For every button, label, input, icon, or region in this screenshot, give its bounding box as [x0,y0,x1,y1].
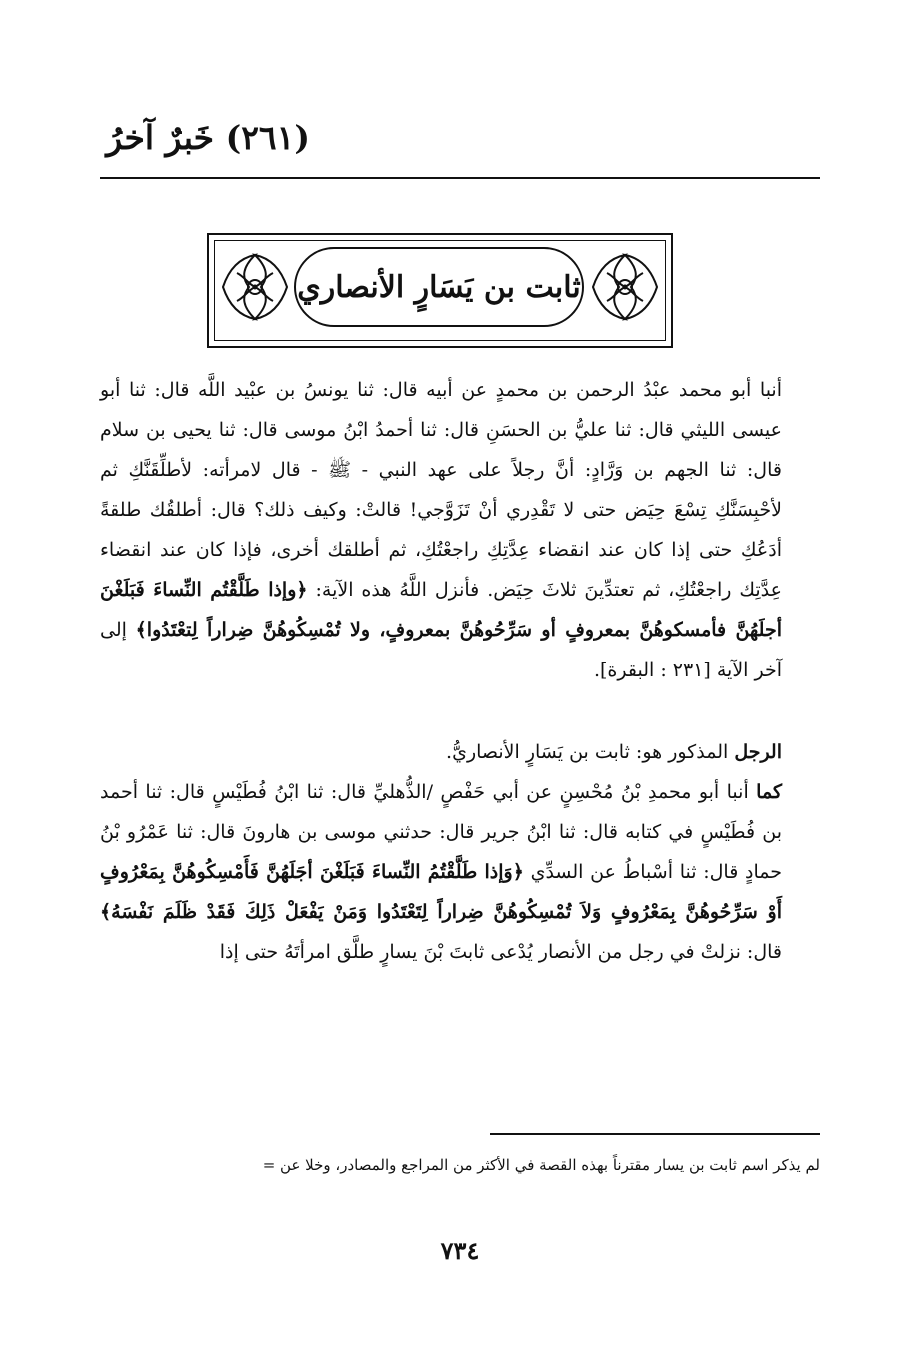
footnote: لم يذكر اسم ثابت بن يسار مقترناً بهذه القصة في الأكثر من المراجع والمصادر، وخلا عن = [262,1156,820,1174]
banner-title: ثابت بن يَسَارٍ الأنصاري [294,247,584,327]
arabesque-ornament-icon [587,249,663,325]
paragraph-text: أنبا أبو محمد عبْدُ الرحمن بن محمدٍ عن أبيه قال: ثنا يونسُ بن عبْيد اللَّه قال: ثنا أبو عيسى الليثي قال: ثنا عليُّ بن الحسَنِ قال: ثنا أحمدُ ابْنُ موسى قال: ثنا يحيى بن سلام قال: ثنا الجهم بن وَرَّادٍ: أنَّ رجلاً على عهد النبي - ﷺ - قال لامرأته: لأطلِّقَنَّكِ ثم لأحْبِسَنَّكِ تِسْعَ حِيَض حتى لا تَقْدِري أنْ تَزَوَّجي! قالتْ: وكيف ذلك؟ قال: أطلقُك طلقةً أدَعُكِ حتى إذا كان عند انقضاء عِدَّتِكِ راجعْتُكِ، ثم أطلقك أخرى، فإذا كان عند انقضاء عِدَّتِك راجعْتُكِ، ثم تعتدِّينَ ثلاثَ حِيَض. فأنزل اللَّهُ هذه الآية: [100,379,782,601]
paragraph-lead-word: كما [756,781,782,803]
paragraph-spacer [100,690,820,732]
quran-verse: ﴿وَإذا طَلَّقْتُمُ النِّساءَ فَبَلَغْنَ أجَلَهُنَّ فَأَمْسِكُوهُنَّ بِمَعْرُوفٍ أَوْ سَرِّحُوهُنَّ بِمَعْرُوفٍ وَلاَ تُمْسِكُوهُنَّ ضِراراً لِتَعْتَدُوا وَمَنْ يَفْعَلْ ذَلِكَ فَقَدْ ظَلَمَ نَفْسَهُ﴾ [100,861,782,923]
quran-verse: ﴿وإذا طَلَّقْتُم النِّساءَ فَبَلَغْنَ أجلَهُنَّ فأمسكوهُنَّ بمعروفٍ أو سَرِّحُوهُنَّ بمعروفٍ، ولا تُمْسِكُوهُنَّ ضِراراً لِتعْتَدُوا﴾ [100,579,782,641]
paragraph-text: المذكور هو: ثابت بن يَسَارٍ الأنصاريُّ. [446,741,729,763]
header-divider [100,177,820,179]
paragraph-text: أنبا أبو محمدِ بْنُ مُحْسِنٍ عن أبي حَفْصٍ /الذُّهليِّ قال: ثنا ابْنُ فُطَيْسٍ قال: ثنا أحمد بن فُطَيْسٍ في كتابه قال: ثنا ابْنُ جرير قال: حدثني موسى بن هارونَ قال: ثنا عَمْرُو بْنُ حمادٍ قال: ثنا أسْباطُ عن السدِّي [100,781,783,883]
arabesque-ornament-icon [217,249,293,325]
paragraph-lead-word: الرجل [734,741,782,763]
page-number: ٧٣٤ [440,1236,480,1265]
paragraph-identification [100,732,820,772]
paragraph-second-narration [100,772,820,972]
paragraph-text: قال: نزلتْ في رجل من الأنصار يُدْعى ثابتَ بْنَ يسارٍ طلَّق امرأتَهُ حتى إذا [219,941,782,963]
footnote-divider [490,1133,820,1135]
chapter-heading: (٢٦١) خَبرٌ آخرُ [106,118,310,157]
main-text [100,370,820,972]
verse-reference: إلى آخر الآية [٢٣١ : البقرة]. [100,619,782,681]
section-banner [207,233,673,348]
paragraph-narration [100,370,820,690]
